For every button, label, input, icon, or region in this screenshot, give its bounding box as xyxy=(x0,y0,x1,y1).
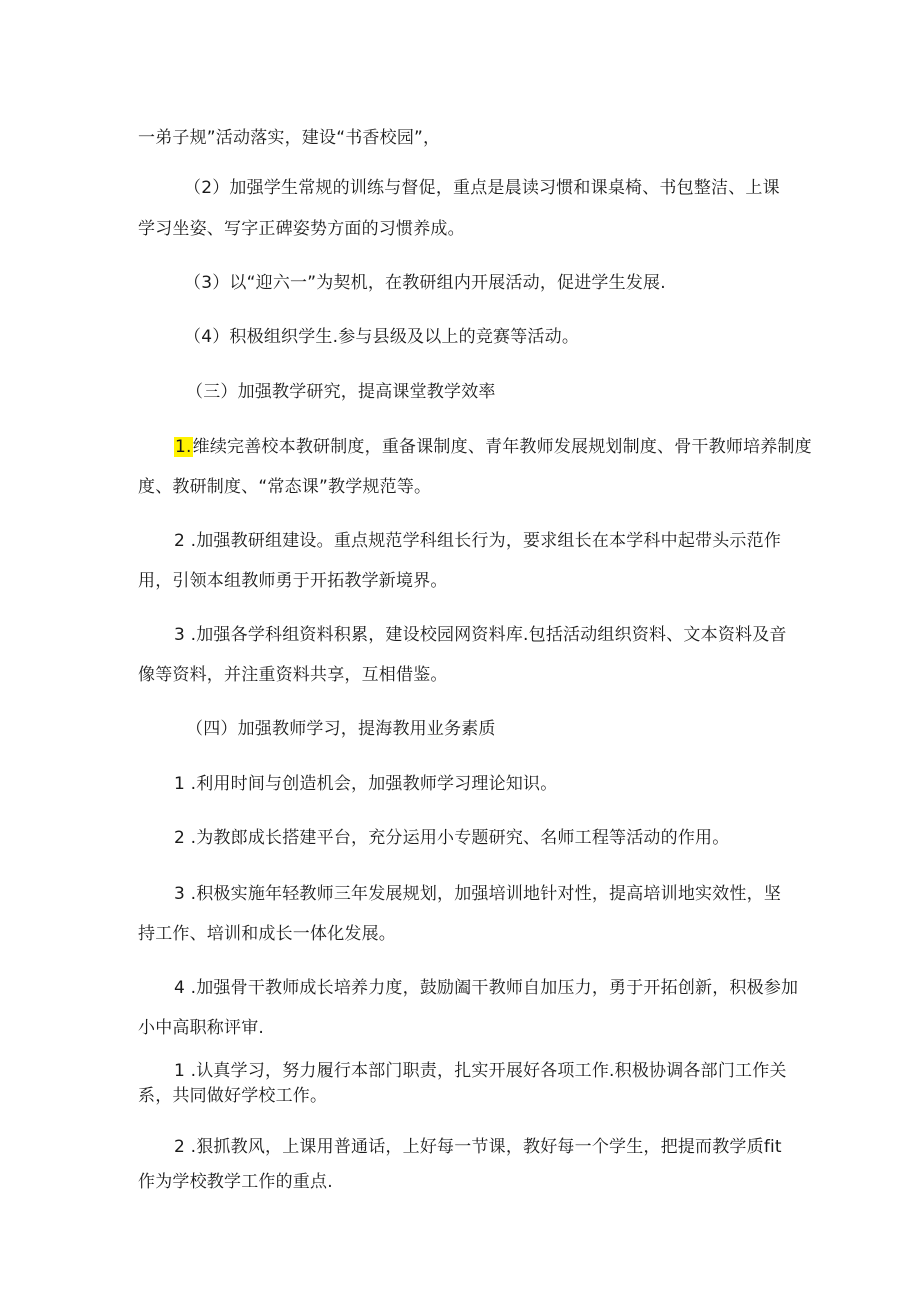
text-line-with-highlight xyxy=(174,437,812,457)
text-line: 维续完善校本教研制度，重备课制度、青年教师发展规划制度、骨干教师培养制度 xyxy=(192,437,812,457)
text-line: 学习坐姿、写字正碑姿势方面的习惯养成。 xyxy=(138,219,465,239)
text-line: 一弟子规”活动落实，建设“书香校园”， xyxy=(138,128,441,148)
text-line: 系，共同做好学校工作。 xyxy=(138,1086,328,1106)
text-line: 3 .加强各学科组资料积累，建设校园网资料库.包括活动组织资料、文本资料及音 xyxy=(174,625,787,645)
section-heading: （四）加强教师学习，提海教用业务素质 xyxy=(186,719,496,739)
text-line: 1 .认真学习，努力履行本部门职责，扎实开展好各项工作.积极协调各部门工作关 xyxy=(174,1061,787,1081)
text-line: 持工作、培训和成长一体化发展。 xyxy=(138,924,396,944)
text-line: 作为学校教学工作的重点. xyxy=(138,1172,333,1192)
text-line: （3）以“迎六一”为契机，在教研组内开展活动，促进学生发展. xyxy=(184,273,666,293)
text-line: （4）积极组织学生.参与县级及以上的竞赛等活动。 xyxy=(184,327,580,347)
highlighted-number: 1. xyxy=(175,437,192,457)
text-line: （2）加强学生常规的训练与督促，重点是晨读习惯和课桌椅、书包整洁、上课 xyxy=(184,178,780,198)
text-line: 2 .加强教研组建设。重点规范学科组长行为，要求组长在本学科中起带头示范作 xyxy=(174,531,782,551)
text-line: 3 .积极实施年轻教师三年发展规划，加强培训地针对性，提高培训地实效性，坚 xyxy=(174,884,782,904)
text-line: 用，引领本组教师勇于开拓教学新境界。 xyxy=(138,571,448,591)
text-line: 2 .狠抓教风，上课用普通话，上好每一节课，教好每一个学生，把提而教学质fit xyxy=(174,1137,782,1157)
text-line: 小中高职称评审. xyxy=(138,1018,265,1038)
text-line: 度、教研制度、“常态课”教学规范等。 xyxy=(138,477,432,497)
text-line: 1 .利用时间与创造机会，加强教师学习理论知识。 xyxy=(174,774,558,794)
section-heading: （三）加强教学研究，提高课堂教学效率 xyxy=(186,382,496,402)
text-line: 像等资料，并注重资料共享，互相借鉴。 xyxy=(138,665,448,685)
text-line: 2 .为教郎成长搭建平台，充分运用小专题研究、名师工程等活动的作用。 xyxy=(174,828,730,848)
text-line: 4 .加强骨干教师成长培养力度，鼓励阖干教师自加压力，勇于开拓创新，积极参加 xyxy=(174,978,799,998)
